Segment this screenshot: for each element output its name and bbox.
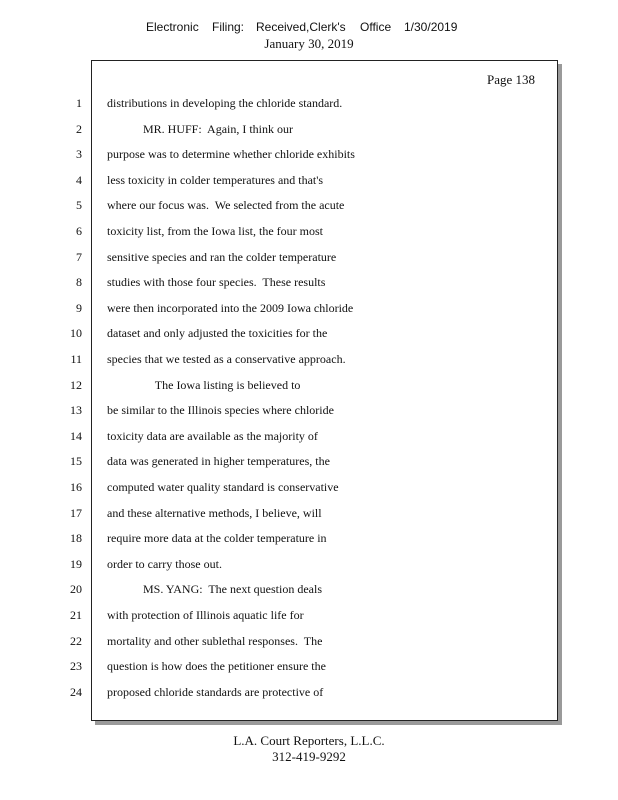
line-text: mortality and other sublethal responses. The bbox=[107, 634, 323, 648]
footer-phone: 312-419-9292 bbox=[272, 749, 346, 764]
line-number: 4 bbox=[76, 173, 82, 187]
line-number: 19 bbox=[70, 557, 82, 571]
line-text: studies with those four species. These results bbox=[107, 275, 326, 289]
line-text: MR. HUFF: Again, I think our bbox=[107, 122, 294, 136]
line-text: require more data at the colder temperature in bbox=[107, 531, 327, 545]
line-text: MS. YANG: The next question deals bbox=[107, 582, 322, 596]
line-text: toxicity list, from the Iowa list, the four most bbox=[107, 224, 323, 238]
line-number: 8 bbox=[76, 275, 82, 289]
filing-stamp bbox=[0, 20, 618, 36]
transcript-date: January 30, 2019 bbox=[264, 36, 354, 51]
line-text: be similar to the Illinois species where chloride bbox=[107, 403, 334, 417]
line-number: 23 bbox=[70, 659, 82, 673]
line-number: 3 bbox=[76, 147, 82, 161]
stamp-office: Office bbox=[360, 20, 392, 34]
line-number: 17 bbox=[70, 506, 82, 520]
line-text: order to carry those out. bbox=[107, 557, 222, 571]
line-text: computed water quality standard is conservative bbox=[107, 480, 339, 494]
line-number: 14 bbox=[70, 429, 82, 443]
line-text: species that we tested as a conservative approach. bbox=[107, 352, 346, 366]
line-text: purpose was to determine whether chloride exhibits bbox=[107, 147, 355, 161]
line-number: 9 bbox=[76, 301, 82, 315]
stamp-filing: Filing: bbox=[212, 20, 245, 34]
line-number: 6 bbox=[76, 224, 82, 238]
line-number: 13 bbox=[70, 403, 82, 417]
line-text: were then incorporated into the 2009 Iowa chloride bbox=[107, 301, 354, 315]
line-text: question is how does the petitioner ensure the bbox=[107, 659, 326, 673]
line-text: where our focus was. We selected from the acute bbox=[107, 198, 345, 212]
line-number: 16 bbox=[70, 480, 82, 494]
line-text: toxicity data are available as the majority of bbox=[107, 429, 318, 443]
line-number: 24 bbox=[70, 685, 82, 699]
line-number: 11 bbox=[70, 352, 82, 366]
line-text: sensitive species and ran the colder temperature bbox=[107, 250, 337, 264]
stamp-electronic: Electronic bbox=[146, 20, 199, 34]
line-text: data was generated in higher temperatures, the bbox=[107, 454, 330, 468]
line-text: less toxicity in colder temperatures and that's bbox=[107, 173, 324, 187]
line-text: distributions in developing the chloride standard. bbox=[107, 96, 343, 110]
line-text: dataset and only adjusted the toxicities for the bbox=[107, 326, 328, 340]
line-text: The Iowa listing is believed to bbox=[107, 378, 301, 392]
stamp-date: 1/30/2019 bbox=[404, 20, 458, 34]
line-number: 22 bbox=[70, 634, 82, 648]
line-number: 21 bbox=[70, 608, 82, 622]
line-number: 10 bbox=[70, 326, 82, 340]
line-text: proposed chloride standards are protective of bbox=[107, 685, 324, 699]
line-number: 1 bbox=[76, 96, 82, 110]
line-text: with protection of Illinois aquatic life for bbox=[107, 608, 304, 622]
line-number: 15 bbox=[70, 454, 82, 468]
footer-company: L.A. Court Reporters, L.L.C. bbox=[233, 733, 385, 748]
line-number: 2 bbox=[76, 122, 82, 136]
line-number: 20 bbox=[70, 582, 82, 596]
line-text: and these alternative methods, I believe, will bbox=[107, 506, 322, 520]
line-number: 18 bbox=[70, 531, 82, 545]
line-number: 12 bbox=[70, 378, 82, 392]
line-number: 7 bbox=[76, 250, 82, 264]
page-number: Page 138 bbox=[486, 72, 535, 87]
line-number: 5 bbox=[76, 198, 82, 212]
stamp-received: Received,Clerk's bbox=[256, 20, 346, 34]
